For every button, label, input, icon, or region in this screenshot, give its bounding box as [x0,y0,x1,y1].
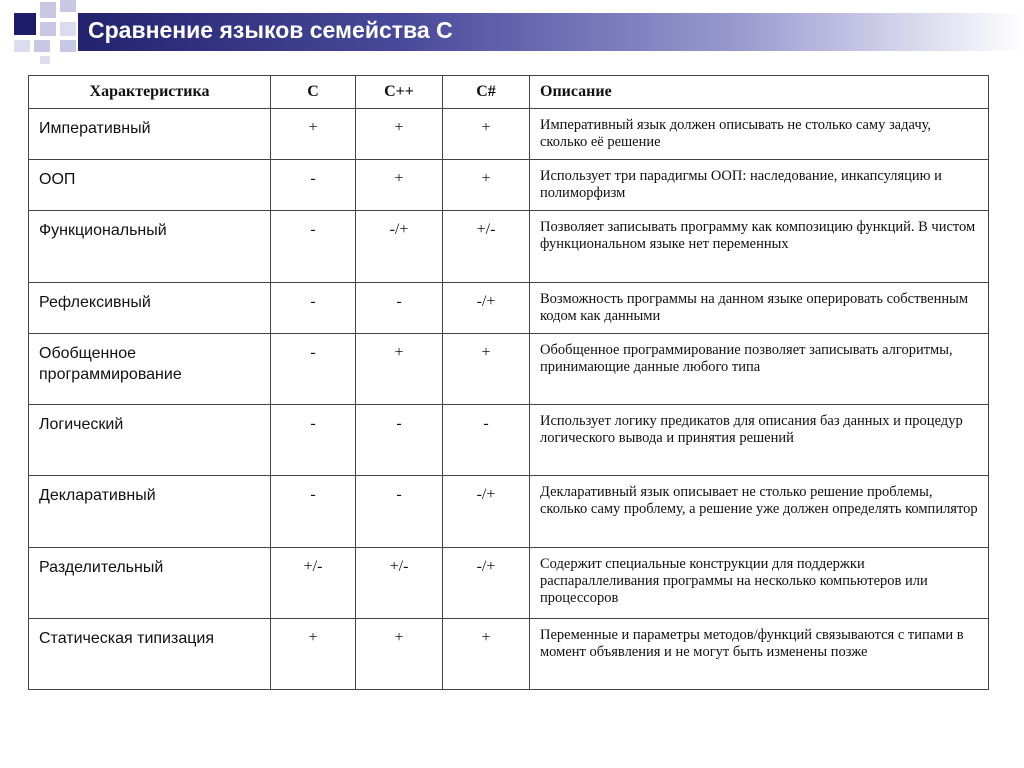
header-csharp: C# [443,76,530,109]
table-row [29,619,989,690]
deco-square [14,40,30,52]
cell-characteristic: Статическая типизация [29,619,271,690]
cell-csharp: + [443,619,530,690]
deco-square [14,13,36,35]
cell-c: - [271,160,356,211]
comparison-table [28,75,989,690]
cell-description: Возможность программы на данном языке оперировать собственным кодом как данными [530,283,989,334]
cell-cpp: - [356,405,443,476]
cell-cpp: - [356,283,443,334]
cell-c: - [271,476,356,548]
deco-square [40,56,50,64]
cell-csharp: -/+ [443,283,530,334]
cell-description: Обобщенное программирование позволяет записывать алгоритмы, принимающие данные любого типа [530,334,989,405]
deco-square [40,2,56,18]
cell-description: Использует три парадигмы ООП: наследование, инкапсуляцию и полиморфизм [530,160,989,211]
deco-square [60,0,76,12]
cell-c: - [271,405,356,476]
cell-cpp: + [356,109,443,160]
cell-csharp: + [443,334,530,405]
cell-description: Позволяет записывать программу как композицию функций. В чистом функциональном языке нет переменных [530,211,989,283]
cell-csharp: -/+ [443,476,530,548]
cell-csharp: - [443,405,530,476]
table-header-row [29,76,989,109]
cell-c: +/- [271,548,356,619]
deco-square [60,22,76,36]
table-row [29,283,989,334]
cell-cpp: + [356,619,443,690]
cell-description: Содержит специальные конструкции для поддержки распараллеливания программы на несколько компьютеров или процессоров [530,548,989,619]
cell-characteristic: ООП [29,160,271,211]
table-row [29,405,989,476]
cell-description: Императивный язык должен описывать не столько саму задачу, сколько её решение [530,109,989,160]
header-cpp: C++ [356,76,443,109]
cell-c: - [271,334,356,405]
cell-csharp: -/+ [443,548,530,619]
table-row [29,548,989,619]
header-description: Описание [530,76,989,109]
cell-csharp: +/- [443,211,530,283]
table-row [29,334,989,405]
cell-c: - [271,211,356,283]
deco-square [40,22,56,36]
header-characteristic: Характеристика [29,76,271,109]
cell-csharp: + [443,160,530,211]
cell-csharp: + [443,109,530,160]
table-row [29,160,989,211]
cell-description: Декларативный язык описывает не столько решение проблемы, сколько саму проблему, а решение уже должен определять компилятор [530,476,989,548]
cell-description: Использует логику предикатов для описания баз данных и процедур логического вывода и принятия решений [530,405,989,476]
cell-cpp: - [356,476,443,548]
deco-square [34,40,50,52]
cell-characteristic: Императивный [29,109,271,160]
cell-c: + [271,619,356,690]
cell-cpp: + [356,334,443,405]
table-row [29,109,989,160]
cell-cpp: -/+ [356,211,443,283]
cell-cpp: +/- [356,548,443,619]
table-row [29,211,989,283]
cell-characteristic: Логический [29,405,271,476]
slide-title: Сравнение языков семейства С [88,17,453,43]
header-c: C [271,76,356,109]
cell-characteristic: Функциональный [29,211,271,283]
cell-characteristic: Обобщенное программирование [29,334,271,405]
cell-c: + [271,109,356,160]
deco-square [60,40,76,52]
cell-characteristic: Рефлексивный [29,283,271,334]
cell-cpp: + [356,160,443,211]
cell-description: Переменные и параметры методов/функций связываются с типами в момент объявления и не могут быть изменены позже [530,619,989,690]
table-row [29,476,989,548]
cell-characteristic: Декларативный [29,476,271,548]
cell-c: - [271,283,356,334]
cell-characteristic: Разделительный [29,548,271,619]
